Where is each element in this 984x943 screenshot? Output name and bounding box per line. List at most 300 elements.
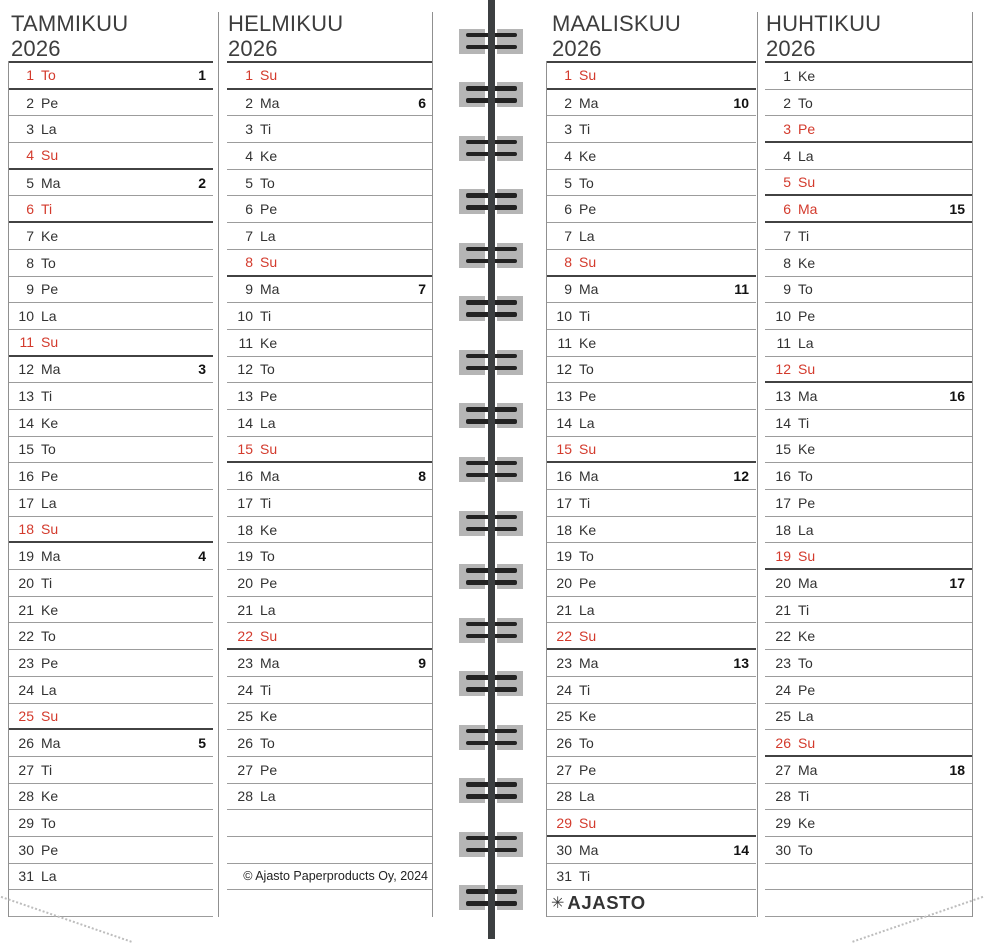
day-row: [227, 730, 433, 757]
day-number: 4: [564, 147, 572, 164]
day-row: [765, 597, 972, 624]
weekday-abbrev: To: [579, 735, 594, 752]
week-number: 5: [198, 735, 206, 752]
day-number: 26: [556, 735, 572, 752]
weekday-abbrev: Ma: [41, 361, 61, 378]
day-row: [546, 357, 756, 384]
weekday-abbrev: Su: [798, 360, 816, 377]
weekday-abbrev: Ma: [260, 654, 280, 671]
week-number: 18: [949, 761, 965, 778]
day-number: 14: [775, 414, 791, 431]
day-number: 23: [775, 654, 791, 671]
day-row: [227, 250, 433, 277]
day-number: 19: [237, 548, 253, 565]
day-row: [546, 143, 756, 170]
weekday-abbrev: Su: [41, 707, 59, 724]
day-number: 9: [245, 281, 253, 298]
empty-row: [765, 890, 972, 917]
day-number: 3: [783, 120, 791, 137]
week-number: 9: [418, 654, 426, 671]
day-row: [227, 437, 433, 464]
weekday-abbrev: Ma: [41, 548, 61, 565]
day-row: [765, 677, 972, 704]
week-number: 4: [198, 548, 206, 565]
weekday-abbrev: Ti: [41, 388, 53, 405]
day-number: 28: [18, 788, 34, 805]
day-row: [546, 784, 756, 811]
day-row: [227, 277, 433, 304]
day-row: [227, 170, 433, 197]
weekday-abbrev: Pe: [41, 841, 59, 858]
month-year: 2026: [11, 36, 61, 61]
weekday-abbrev: Ma: [798, 388, 818, 405]
day-row: [765, 277, 972, 304]
weekday-abbrev: Su: [41, 334, 59, 351]
day-row: [546, 677, 756, 704]
month-name: TAMMIKUU: [11, 11, 129, 36]
day-number: 10: [775, 308, 791, 325]
day-row: [546, 90, 756, 117]
day-number: 7: [26, 227, 34, 244]
weekday-abbrev: Ma: [579, 841, 599, 858]
weekday-abbrev: Ke: [798, 628, 816, 645]
day-row: [8, 730, 213, 757]
weekday-abbrev: Ma: [798, 574, 818, 591]
weekday-abbrev: La: [260, 414, 276, 431]
day-row: [8, 517, 213, 544]
day-number: 11: [776, 334, 791, 351]
day-number: 7: [245, 227, 253, 244]
day-number: 16: [237, 468, 253, 485]
weekday-abbrev: To: [798, 281, 813, 298]
day-row: [546, 410, 756, 437]
day-row: [227, 196, 433, 223]
day-row: [8, 623, 213, 650]
day-row: [546, 650, 756, 677]
day-row: [765, 810, 972, 837]
day-number: 10: [18, 308, 34, 325]
day-number: 13: [18, 388, 34, 405]
day-row: [765, 143, 972, 170]
weekday-abbrev: Pe: [579, 761, 597, 778]
day-number: 22: [775, 628, 791, 645]
day-row: [227, 116, 433, 143]
day-row: [8, 784, 213, 811]
column-border-left-march: [546, 61, 547, 917]
day-row: [546, 170, 756, 197]
weekday-abbrev: To: [798, 94, 813, 111]
brand-row: [546, 890, 756, 917]
day-number: 17: [556, 494, 572, 511]
day-row: [765, 490, 972, 517]
day-number: 18: [237, 521, 253, 538]
weekday-abbrev: Ti: [798, 227, 810, 244]
day-row: [765, 570, 972, 597]
weekday-abbrev: To: [579, 361, 594, 378]
day-row: [227, 597, 433, 624]
day-number: 5: [783, 174, 791, 191]
day-row: [765, 357, 972, 384]
day-row: [546, 623, 756, 650]
weekday-abbrev: Ma: [579, 281, 599, 298]
day-number: 2: [26, 94, 34, 111]
day-row: [8, 837, 213, 864]
day-number: 19: [556, 548, 572, 565]
day-row: [227, 143, 433, 170]
week-number: 17: [949, 574, 965, 591]
day-row: [8, 116, 213, 143]
weekday-abbrev: Ti: [41, 574, 53, 591]
day-number: 30: [775, 841, 791, 858]
weekday-abbrev: Ke: [579, 521, 597, 538]
day-number: 24: [556, 681, 572, 698]
day-row: [227, 490, 433, 517]
day-number: 15: [556, 440, 572, 457]
day-row: [546, 116, 756, 143]
day-number: 18: [556, 521, 572, 538]
weekday-abbrev: Ma: [798, 200, 818, 217]
column-divider-left-page: [218, 12, 219, 917]
weekday-abbrev: Ke: [41, 601, 59, 618]
month-year: 2026: [552, 36, 602, 61]
day-row: [227, 570, 433, 597]
day-number: 29: [556, 814, 572, 831]
weekday-abbrev: Su: [579, 254, 597, 271]
day-row: [765, 784, 972, 811]
day-number: 17: [18, 494, 34, 511]
weekday-abbrev: To: [260, 548, 275, 565]
day-number: 25: [18, 707, 34, 724]
day-number: 24: [237, 681, 253, 698]
day-number: 14: [556, 414, 572, 431]
day-row: [227, 784, 433, 811]
day-row: [8, 330, 213, 357]
day-row: [227, 704, 433, 731]
weekday-abbrev: Su: [260, 440, 278, 457]
month-name: HUHTIKUU: [766, 11, 882, 36]
day-number: 2: [245, 94, 253, 111]
day-row: [8, 410, 213, 437]
weekday-abbrev: Ma: [260, 281, 280, 298]
day-row: [227, 303, 433, 330]
day-row: [227, 383, 433, 410]
weekday-abbrev: Ti: [41, 200, 53, 217]
weekday-abbrev: Pe: [798, 308, 816, 325]
weekday-abbrev: Su: [260, 627, 278, 644]
weekday-abbrev: Ti: [798, 788, 810, 805]
day-row: [8, 810, 213, 837]
day-number: 22: [237, 627, 253, 644]
day-number: 7: [783, 227, 791, 244]
day-row: [8, 463, 213, 490]
weekday-abbrev: Ke: [579, 147, 597, 164]
day-number: 18: [18, 521, 34, 538]
column-border-right-april: [972, 12, 973, 917]
weekday-abbrev: To: [579, 548, 594, 565]
weekday-abbrev: To: [41, 628, 56, 645]
day-row: [765, 410, 972, 437]
day-row: [8, 383, 213, 410]
week-number: 15: [949, 200, 965, 217]
day-number: 11: [19, 334, 34, 351]
day-row: [8, 437, 213, 464]
weekday-abbrev: Ti: [579, 308, 591, 325]
day-row: [227, 543, 433, 570]
day-number: 2: [783, 94, 791, 111]
day-number: 19: [775, 547, 791, 564]
day-number: 18: [775, 521, 791, 538]
week-number: 6: [418, 94, 426, 111]
day-row: [8, 143, 213, 170]
month-rows: [546, 61, 756, 917]
weekday-abbrev: Ti: [798, 601, 810, 618]
weekday-abbrev: Ti: [579, 494, 591, 511]
day-number: 1: [783, 67, 791, 84]
day-row: [765, 837, 972, 864]
weekday-abbrev: Su: [260, 67, 278, 84]
day-row: [8, 63, 213, 90]
weekday-abbrev: To: [798, 841, 813, 858]
day-number: 21: [18, 601, 34, 618]
day-number: 28: [556, 788, 572, 805]
day-number: 26: [775, 734, 791, 751]
weekday-abbrev: La: [260, 788, 276, 805]
weekday-abbrev: Su: [579, 627, 597, 644]
day-row: [8, 864, 213, 891]
day-number: 11: [557, 334, 572, 351]
day-number: 30: [556, 841, 572, 858]
empty-row: [765, 864, 972, 891]
weekday-abbrev: La: [798, 521, 814, 538]
month-name: HELMIKUU: [228, 11, 344, 36]
day-number: 20: [556, 574, 572, 591]
day-number: 3: [245, 121, 253, 138]
month-name: MAALISKUU: [552, 11, 681, 36]
day-number: 8: [564, 254, 572, 271]
day-number: 24: [18, 681, 34, 698]
day-number: 8: [245, 254, 253, 271]
week-number: 7: [418, 281, 426, 298]
day-number: 17: [775, 494, 791, 511]
day-number: 27: [775, 761, 791, 778]
day-number: 1: [245, 67, 253, 84]
day-row: [227, 677, 433, 704]
copyright-text: © Ajasto Paperproducts Oy, 2024: [243, 869, 428, 884]
weekday-abbrev: La: [579, 414, 595, 431]
day-row: [546, 303, 756, 330]
day-number: 2: [564, 94, 572, 111]
day-number: 31: [18, 868, 34, 885]
day-number: 4: [783, 147, 791, 164]
weekday-abbrev: Pe: [798, 681, 816, 698]
weekday-abbrev: To: [798, 468, 813, 485]
day-row: [546, 837, 756, 864]
weekday-abbrev: Ke: [579, 334, 597, 351]
day-number: 10: [556, 308, 572, 325]
day-number: 21: [556, 601, 572, 618]
day-number: 22: [18, 628, 34, 645]
day-row: [546, 864, 756, 891]
weekday-abbrev: To: [798, 654, 813, 671]
weekday-abbrev: La: [798, 334, 814, 351]
week-number: 10: [733, 94, 749, 111]
weekday-abbrev: To: [41, 67, 56, 84]
day-number: 15: [237, 440, 253, 457]
weekday-abbrev: Su: [798, 174, 816, 191]
day-row: [765, 543, 972, 570]
day-number: 12: [556, 361, 572, 378]
day-row: [546, 597, 756, 624]
weekday-abbrev: Ke: [41, 227, 59, 244]
day-number: 29: [18, 815, 34, 832]
day-row: [765, 116, 972, 143]
day-row: [546, 730, 756, 757]
day-number: 28: [237, 788, 253, 805]
weekday-abbrev: Pe: [41, 94, 59, 111]
weekday-abbrev: La: [260, 601, 276, 618]
day-row: [8, 543, 213, 570]
day-row: [765, 437, 972, 464]
day-number: 8: [783, 254, 791, 271]
day-row: [8, 490, 213, 517]
weekday-abbrev: Pe: [579, 201, 597, 218]
day-number: 3: [564, 121, 572, 138]
weekday-abbrev: Ti: [579, 681, 591, 698]
day-number: 13: [556, 388, 572, 405]
weekday-abbrev: Pe: [41, 654, 59, 671]
day-number: 23: [237, 654, 253, 671]
weekday-abbrev: Ti: [798, 414, 810, 431]
day-row: [227, 330, 433, 357]
day-number: 15: [18, 441, 34, 458]
day-number: 23: [556, 654, 572, 671]
weekday-abbrev: Su: [41, 521, 59, 538]
month-header: [228, 11, 343, 61]
weekday-abbrev: Ma: [41, 174, 61, 191]
day-row: [8, 90, 213, 117]
day-row: [227, 757, 433, 784]
weekday-abbrev: To: [260, 735, 275, 752]
weekday-abbrev: La: [41, 868, 57, 885]
day-number: 9: [783, 281, 791, 298]
day-row: [546, 463, 756, 490]
day-number: 25: [237, 708, 253, 725]
month-year: 2026: [766, 36, 816, 61]
day-number: 14: [237, 414, 253, 431]
month-rows: [227, 61, 433, 890]
weekday-abbrev: Ke: [579, 708, 597, 725]
day-row: [765, 170, 972, 197]
day-row: [546, 196, 756, 223]
weekday-abbrev: Ma: [579, 468, 599, 485]
column-border-right-february: [432, 12, 433, 917]
weekday-abbrev: Pe: [260, 574, 278, 591]
day-row: [765, 517, 972, 544]
weekday-abbrev: Ma: [579, 654, 599, 671]
day-row: [546, 437, 756, 464]
day-number: 29: [775, 815, 791, 832]
weekday-abbrev: La: [41, 681, 57, 698]
day-row: [765, 650, 972, 677]
day-row: [227, 223, 433, 250]
weekday-abbrev: Ti: [260, 121, 272, 138]
day-row: [546, 704, 756, 731]
day-row: [227, 463, 433, 490]
weekday-abbrev: La: [260, 227, 276, 244]
day-row: [8, 597, 213, 624]
day-number: 16: [18, 468, 34, 485]
day-number: 26: [237, 735, 253, 752]
day-number: 8: [26, 254, 34, 271]
day-row: [8, 704, 213, 731]
weekday-abbrev: La: [579, 227, 595, 244]
weekday-abbrev: Pe: [41, 468, 59, 485]
weekday-abbrev: Ma: [41, 735, 61, 752]
day-row: [765, 250, 972, 277]
week-number: 14: [733, 841, 749, 858]
day-number: 26: [18, 735, 34, 752]
day-number: 12: [775, 360, 791, 377]
weekday-abbrev: Ke: [260, 708, 278, 725]
day-row: [227, 63, 433, 90]
week-number: 3: [198, 361, 206, 378]
day-number: 16: [556, 468, 572, 485]
day-number: 17: [237, 494, 253, 511]
day-number: 25: [775, 708, 791, 725]
day-row: [765, 90, 972, 117]
day-row: [765, 63, 972, 90]
day-number: 25: [556, 708, 572, 725]
weekday-abbrev: Ti: [41, 761, 53, 778]
day-row: [765, 730, 972, 757]
day-number: 9: [26, 281, 34, 298]
day-row: [8, 277, 213, 304]
day-row: [8, 757, 213, 784]
weekday-abbrev: To: [41, 254, 56, 271]
weekday-abbrev: To: [260, 361, 275, 378]
weekday-abbrev: Pe: [579, 574, 597, 591]
day-number: 27: [556, 761, 572, 778]
weekday-abbrev: To: [41, 815, 56, 832]
weekday-abbrev: Ti: [260, 681, 272, 698]
weekday-abbrev: Su: [579, 440, 597, 457]
weekday-abbrev: La: [41, 494, 57, 511]
day-number: 19: [18, 548, 34, 565]
day-number: 9: [564, 281, 572, 298]
month-header: [11, 11, 128, 61]
week-number: 11: [734, 281, 749, 298]
weekday-abbrev: Ke: [260, 147, 278, 164]
weekday-abbrev: Ti: [260, 494, 272, 511]
day-row: [227, 357, 433, 384]
day-number: 21: [775, 601, 791, 618]
day-row: [546, 330, 756, 357]
weekday-abbrev: Su: [579, 814, 597, 831]
weekday-abbrev: Pe: [798, 494, 816, 511]
empty-row: [227, 810, 433, 837]
day-row: [546, 383, 756, 410]
day-row: [8, 170, 213, 197]
day-number: 12: [18, 361, 34, 378]
weekday-abbrev: La: [41, 121, 57, 138]
day-row: [227, 623, 433, 650]
weekday-abbrev: Pe: [579, 388, 597, 405]
month-year: 2026: [228, 36, 278, 61]
day-number: 22: [556, 627, 572, 644]
day-number: 24: [775, 681, 791, 698]
weekday-abbrev: Ma: [260, 94, 280, 111]
month-rows: [765, 61, 972, 917]
